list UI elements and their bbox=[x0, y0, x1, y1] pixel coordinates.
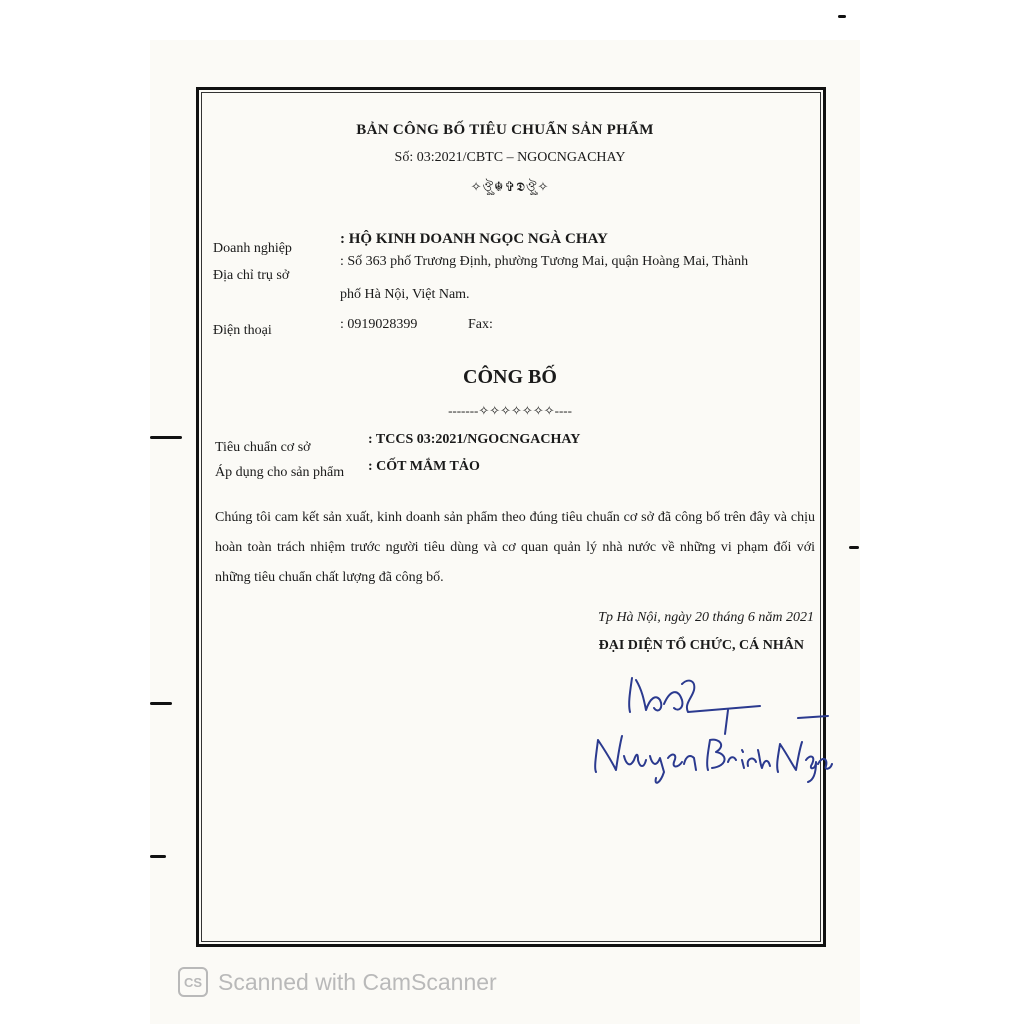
scan-mark bbox=[150, 436, 182, 439]
handwritten-signature bbox=[560, 660, 840, 800]
document-number: Số: 03:2021/CBTC – NGOCNGACHAY bbox=[394, 150, 626, 165]
company-label: Doanh nghiệp bbox=[213, 241, 292, 256]
section-heading: CÔNG BỐ bbox=[463, 366, 557, 388]
camscanner-logo-icon: CS bbox=[178, 967, 208, 997]
scan-mark bbox=[838, 15, 846, 18]
document-title: BẢN CÔNG BỐ TIÊU CHUẨN SẢN PHẨM bbox=[356, 122, 654, 138]
scan-mark bbox=[849, 546, 859, 549]
scan-mark bbox=[150, 702, 172, 705]
commitment-paragraph: Chúng tôi cam kết sản xuất, kinh doanh sản phẩm theo đúng tiêu chuẩn cơ sở đã công bố trên đây và chịu hoàn toàn trách nhiệm trước người tiêu dùng và cơ quan quản lý nhà nước về những vi phạm đối với những tiêu chuẩn chất lượng đã công bố. bbox=[215, 510, 815, 585]
standard-value: : TCCS 03:2021/NGOCNGACHAY bbox=[368, 432, 581, 447]
product-value: : CỐT MẮM TẢO bbox=[368, 459, 480, 474]
representative-title: ĐẠI DIỆN TỔ CHỨC, CÁ NHÂN bbox=[598, 638, 804, 653]
watermark-text: Scanned with CamScanner bbox=[218, 968, 497, 995]
phone-label: Điện thoại bbox=[213, 323, 272, 338]
address-line-2: phố Hà Nội, Việt Nam. bbox=[340, 287, 470, 302]
address-line-1: : Số 363 phố Trương Định, phường Tương Mai, quận Hoàng Mai, Thành bbox=[340, 254, 749, 269]
ornament-divider: ✧ঔৣ☬✞𝕯ঔৣ✧ bbox=[470, 179, 550, 194]
company-value: : HỘ KINH DOANH NGỌC NGÀ CHAY bbox=[340, 231, 608, 247]
scan-mark bbox=[150, 855, 166, 858]
camscanner-watermark bbox=[178, 964, 497, 1000]
address-label: Địa chỉ trụ sở bbox=[213, 268, 290, 283]
standard-label: Tiêu chuẩn cơ sở bbox=[215, 440, 311, 455]
fax-label: Fax: bbox=[468, 317, 493, 332]
place-date: Tp Hà Nội, ngày 20 tháng 6 năm 2021 bbox=[598, 610, 814, 625]
phone-value: : 0919028399 bbox=[340, 317, 418, 332]
ornament-divider-2: -------✧✧✧✧✧✧✧---- bbox=[448, 403, 572, 418]
product-label: Áp dụng cho sản phẩm bbox=[215, 465, 345, 480]
